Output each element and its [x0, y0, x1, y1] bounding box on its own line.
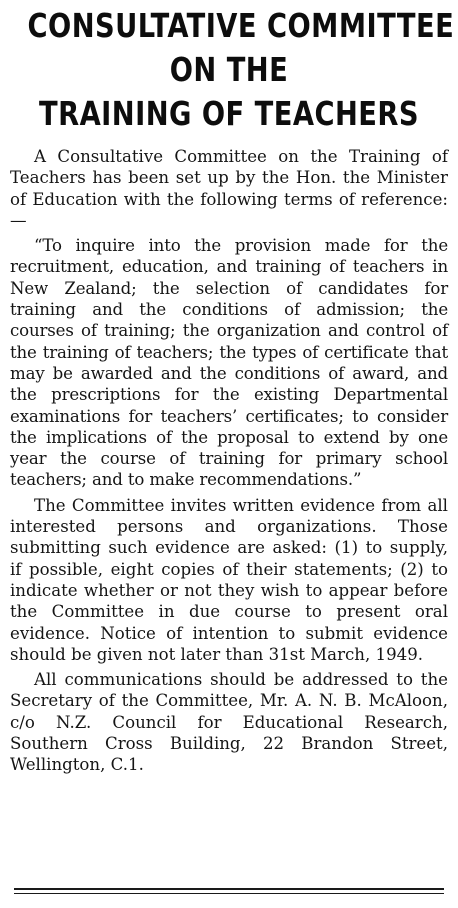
bottom-rule-divider [14, 888, 444, 890]
headline [10, 4, 455, 136]
intro-paragraph: A Consultative Committee on the Training of Teachers has been set up by the Hon. the Minister of Education with the following terms of reference:— [10, 147, 448, 230]
headline-line-1: CONSULTATIVE COMMITTEE [27, 6, 455, 45]
terms-of-reference-paragraph: “To inquire into the provision made for the recruitment, education, and training of teachers in New Zealand; the selection of candidates for training and the conditions of admission; the courses of training; the organization and control of the training of teachers; the types of certificate that may be awarded and the conditions of award, and the prescriptions for the existing Departmental examinations for teachers’ certificates; to consider the implications of the proposal to extend by one year the course of training for primary school teachers; and to make recommendations.” [10, 236, 448, 490]
article-body [10, 146, 448, 776]
headline-line-2: ON THE [169, 50, 289, 89]
evidence-invitation-paragraph: The Committee invites written evidence from all interested persons and organizations. Those submitting such evidence are asked: (1) to supply, if possible, eight copies of their statements; (2) to indicate whether or not they wish to appear before the Committee in due course to present oral evidence. Notice of intention to submit evidence should be given not later than 31st March, 1949. [10, 495, 448, 664]
headline-line-3: TRAINING OF TEACHERS [38, 94, 420, 133]
contact-paragraph: All communications should be addressed to the Secretary of the Committee, Mr. A. N. B. McAloon, c/o N.Z. Council for Educational Research, Southern Cross Building, 22 Brandon Street, Wellington, C.1. [10, 670, 448, 775]
bottom-rule-divider-thin [14, 893, 444, 894]
